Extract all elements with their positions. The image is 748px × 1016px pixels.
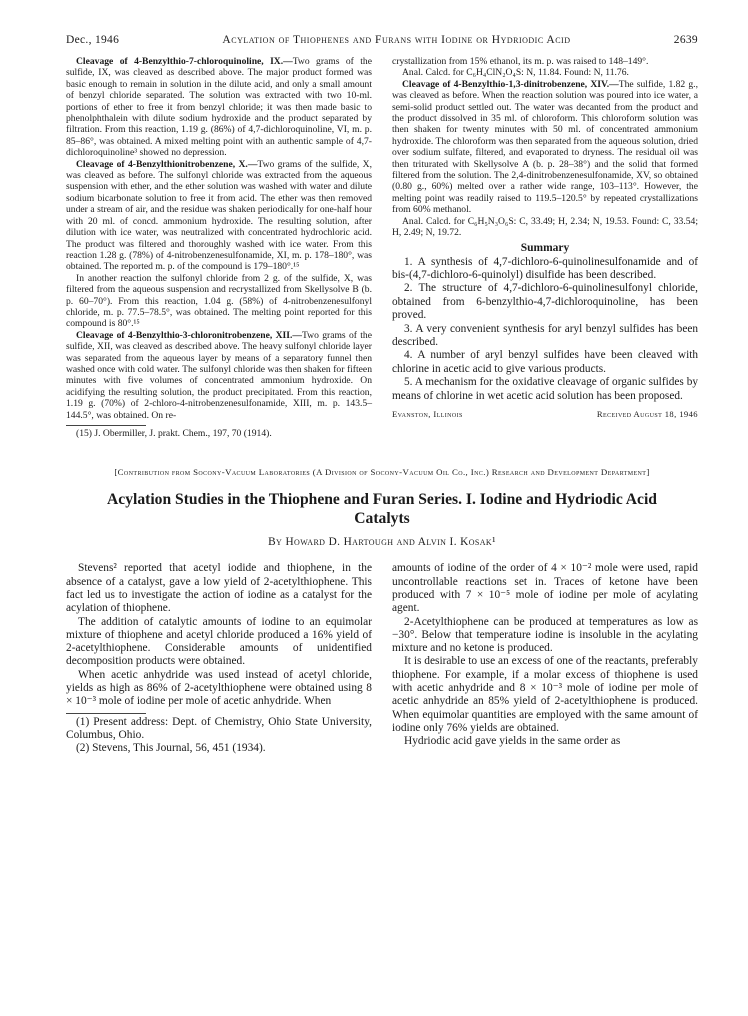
running-head — [66, 34, 698, 46]
footnote-rule — [66, 425, 146, 426]
summary-heading: Summary — [520, 241, 570, 254]
location-line — [392, 409, 698, 419]
summary-item: 3. A very convenient synthesis for aryl benzyl sulfides has been described. — [392, 322, 698, 348]
paragraph: Two grams of the sulfide, XII, was cleaved as described above. The heavy sulfonyl chloride layer was separated from the aqueous layer by means of a separatory funnel then washed once with cold water. The sulfonyl chloride was then shaken for fifteen minutes with five volumes of concentrated ammonium hydroxide. On acidifying the resulting solution, the product precipitated. From this reaction, 1.19 g. (70%) of 2-chloro-4-nitrobenzenesulfonamide, XIII, m. p. 143.5–144.5°, was obtained. On re- — [66, 329, 372, 421]
article-authors: By Howard D. Hartough and Alvin I. Kosak¹ — [268, 536, 496, 549]
previous-article-columns — [66, 56, 698, 439]
paragraph: The sulfide, 1.82 g., was cleaved as before. When the reaction solution was poured into ice water, a semi-solid product settled out. The water was decanted from the product and the product dissolved in 35 ml. of chloroform. This chloroform solution was then shaken for twenty minutes with 50 ml. of concentrated ammonium hydroxide. The chloroform was then separated from the aqueous solution, dried over sodium sulfate, filtered, and evaporated to dryness. The residual oil was then triturated with Skellysolve A (b. p. 28–38°) and the solid that formed filtered from the solution. The 2,4-dinitrobenzenesulfonamide, XV, so obtained (0.80 g., 60%) melted over a rather wide range, 103–113°. However, the melting point was readily raised to 119.5–120.5° by repeated crystallizations from 60% methanol. — [392, 78, 698, 216]
footnote: (1) Present address: Dept. of Chemistry, Ohio State University, Columbus, Ohio. — [66, 715, 372, 741]
paragraph: crystallization from 15% ethanol, its m. p. was raised to 148–149°. — [392, 56, 649, 67]
running-title: Acylation of Thiophenes and Furans with Iodine or Hydriodic Acid — [222, 34, 571, 46]
paragraph: Stevens² reported that acetyl iodide and thiophene, in the absence of a catalyst, gave a low yield of 2-acetylthiophene. This fact led us to investigate the action of iodine as a catalyst for the acylation of thiophene. — [66, 562, 372, 615]
summary-list — [392, 256, 698, 403]
article-body-columns — [66, 562, 698, 755]
journal-page — [66, 34, 698, 756]
article-title: Acylation Studies in the Thiophene and Furan Series. I. Iodine and Hydriodic Acid Catalyts — [107, 491, 657, 528]
body-left-column — [66, 562, 372, 755]
paragraph: It is desirable to use an excess of one of the reactants, preferably thiophene. For example, if a molar excess of thiophene is used with acetic anhydride and 8 × 10⁻³ mole of iodine per mole of acetic anhydride an 85% yield of 2-acetylthiophene is produced. When equimolar quantities are employed with the same amount of iodine only 76% yields are obtained. — [392, 655, 698, 734]
footnote-rule — [66, 713, 146, 714]
contribution-line: [Contribution from Socony-Vacuum Laboratories (A Division of Socony-Vacuum Oil Co., Inc.) Research and Development Department] — [114, 467, 650, 478]
paragraph: Two grams of the sulfide, X, was cleaved as before. The sulfonyl chloride was extracted from the aqueous suspension with ether, and the ether solution was washed with water and dilute sodium bicarbonate solution to free it from acid. The ether was then removed under a stream of air, and the residue was shaken periodically for one-half hour with 20 ml. of concd. ammonium hydroxide. The resulting solution, after dilution with ice water, was neutralized with concentrated hydrochloric acid. The product was filtered and thoroughly washed with ice water. From this reaction 1.28 g. (78%) of 4-nitrobenzenesulfonamide, XI, m. p. 178–180°, was obtained. The reported m. p. of the compound is 179–180°.¹⁵ — [66, 158, 372, 273]
analysis-line: Anal. Calcd. for C₆H₄ClN₂O₄S: N, 11.84. Found: N, 11.76. — [402, 67, 629, 79]
paragraph: Two grams of the sulfide, IX, was cleaved as described above. The major product formed was basic enough to remain in solution in the dilute acid, and only a small amount of benzyl chloride separated. The solution was extracted with two 10-ml. portions of ether to free it from benzyl chloride; it was then made basic to phenolphthalein with dilute sodium hydroxide and the product separated by filtration. From this reaction, 1.19 g. (86%) of 4,7-dichloroquinoline, VI, m. p. 85–86°, was obtained. A mixed melting point with an authentic sample of 4,7-dichloroquinoline³ showed no depression. — [66, 56, 372, 159]
paragraph: When acetic anhydride was used instead of acetyl chloride, yields as high as 86% of 2-acetylthiophene were obtained using 8 × 10⁻³ mole of iodine per mole of acetic anhydride. When — [66, 668, 372, 708]
left-column — [66, 56, 372, 439]
right-column — [392, 56, 698, 439]
issue-date: Dec., 1946 — [66, 34, 120, 46]
footnote: (2) Stevens, This Journal, 56, 451 (1934). — [76, 742, 266, 755]
section-heading: Cleavage of 4-Benzylthio-1,3-dinitrobenzene, XIV.— — [402, 78, 619, 90]
summary-item: 5. A mechanism for the oxidative cleavage of organic sulfides by means of chlorine in wet acetic acid solution has been proposed. — [392, 376, 698, 402]
section-heading: Cleavage of 4-Benzylthionitrobenzene, X.— — [76, 158, 258, 170]
summary-item: 1. A synthesis of 4,7-dichloro-6-quinolinesulfonamide and of bis-(4,7-dichloro-6-quinolyl) disulfide has been described. — [392, 255, 698, 281]
paragraph: 2-Acetylthiophene can be produced at temperatures as low as −30°. Below that temperature iodine is insoluble in the acylating mixture and no ketone is produced. — [392, 615, 698, 655]
location: Evanston, Illinois — [392, 408, 463, 419]
paragraph: amounts of iodine of the order of 4 × 10⁻² mole were used, rapid uncontrollable reactions set in. Traces of ketone have been produced with 7 × 10⁻⁵ mole of iodine per mole of acylating agent. — [392, 562, 698, 615]
paragraph: Hydriodic acid gave yields in the same order as — [404, 735, 621, 748]
paragraph: In another reaction the sulfonyl chloride from 2 g. of the sulfide, X, was filtered from the aqueous suspension and recrystallized from Skellysolve B (b. p. 60–70°). From this reaction, 1.04 g. (58%) of 4-nitrobenzenesulfonyl chloride, m. p. 77.5–78.5°, was obtained. The melting point reported for this compound is 80°.¹⁵ — [66, 272, 372, 330]
analysis-line: Anal. Calcd. for C₆H₅N₃O₆S: C, 33.49; H, 2.34; N, 19.53. Found: C, 33.54; H, 2.49; N, 19.72. — [392, 215, 698, 239]
footnote: (15) J. Obermiller, J. prakt. Chem., 197, 70 (1914). — [76, 428, 272, 439]
page-number: 2639 — [673, 34, 698, 46]
summary-item: 2. The structure of 4,7-dichloro-6-quinolinesulfonyl chloride, obtained from 6-benzylthio-4,7-dichloroquinoline, has been proved. — [392, 282, 698, 322]
body-right-column — [392, 562, 698, 755]
paragraph: The addition of catalytic amounts of iodine to an equimolar mixture of thiophene and acetyl chloride produced a 16% yield of 2-acetylthiophene. Considerable amounts of unidentified decomposition products were obtained. — [66, 615, 372, 668]
section-heading: Cleavage of 4-Benzylthio-3-chloronitrobenzene, XII.— — [76, 329, 302, 341]
section-heading: Cleavage of 4-Benzylthio-7-chloroquinoline, IX.— — [76, 56, 293, 67]
summary-item: 4. A number of aryl benzyl sulfides have been cleaved with chlorine in acetic acid to give various products. — [392, 349, 698, 375]
received-date: Received August 18, 1946 — [596, 408, 698, 419]
